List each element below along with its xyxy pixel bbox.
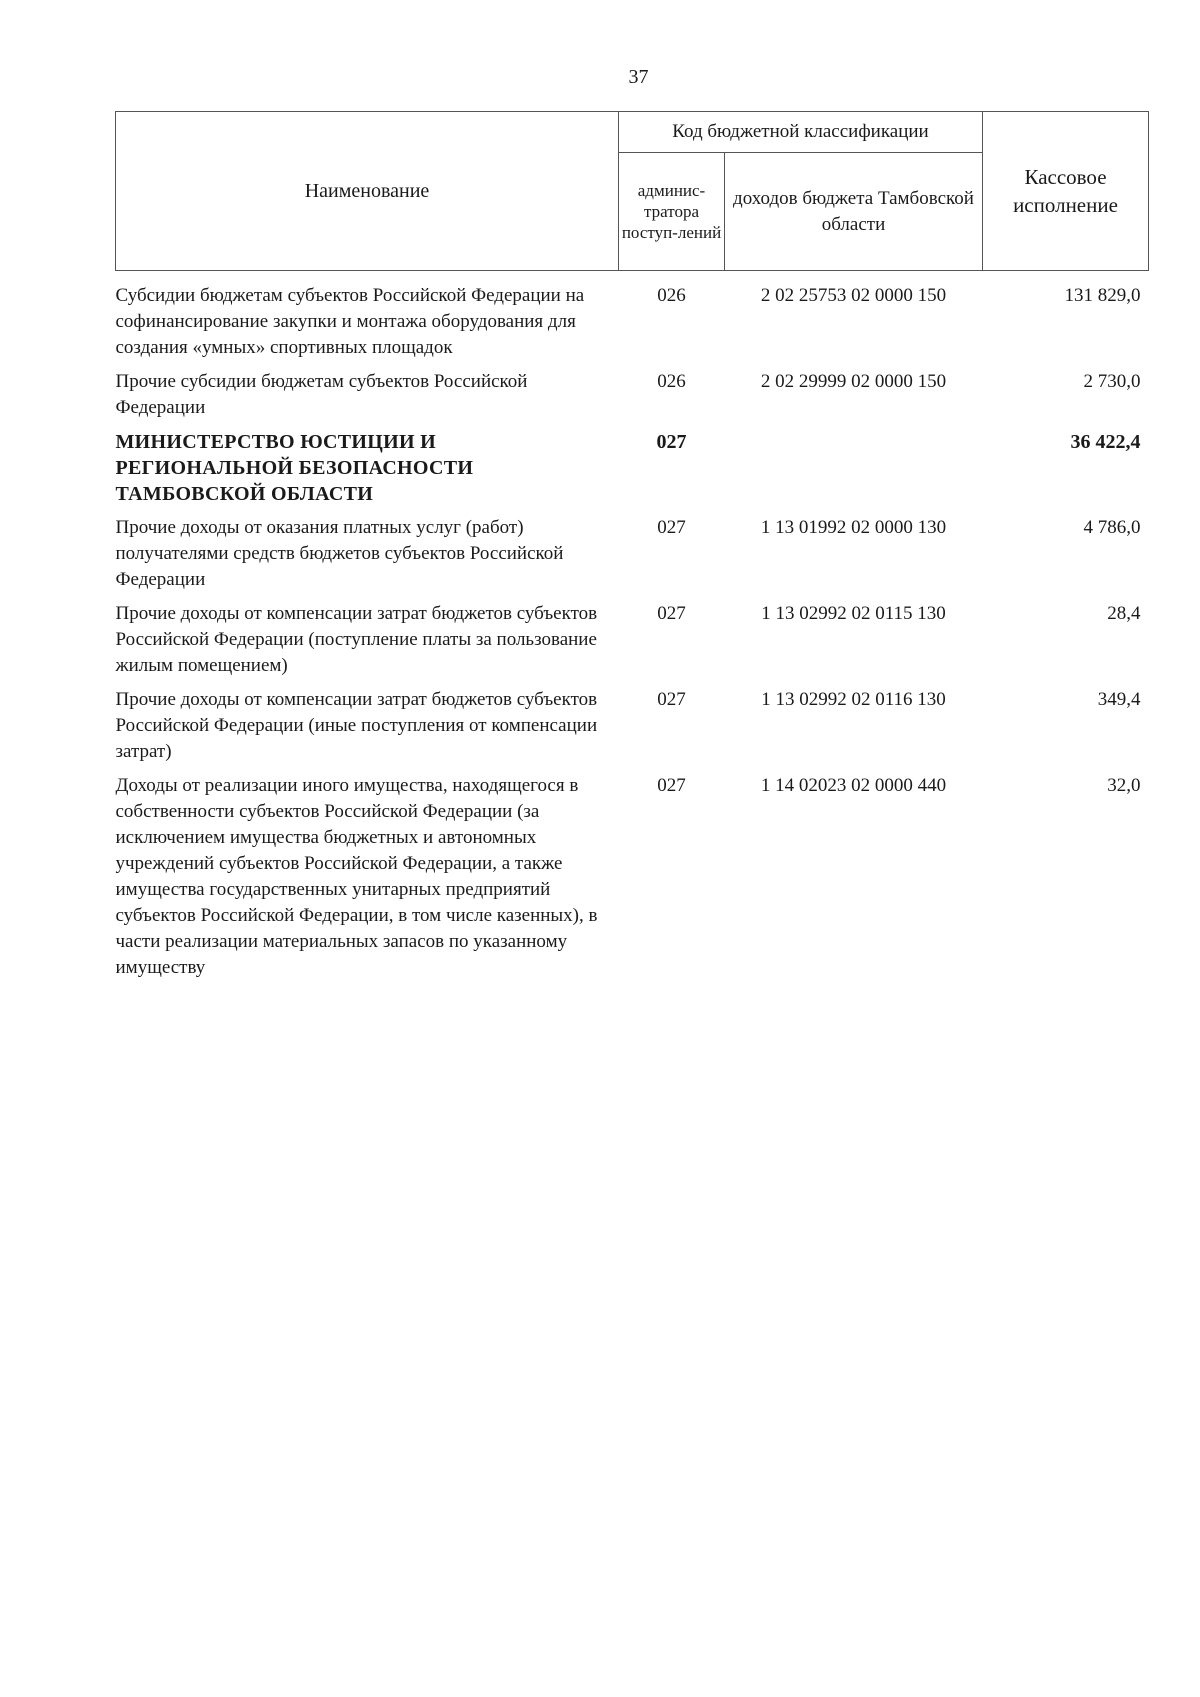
row-amount: 131 829,0 [1064, 285, 1141, 306]
table-row [116, 271, 1149, 370]
page-number: 37 [628, 66, 649, 88]
row-admin-code: 027 [657, 517, 686, 538]
row-amount: 28,4 [1107, 603, 1141, 624]
header-classification-code: Код бюджетной классификации [619, 112, 983, 153]
row-revenue-code: 1 14 02023 02 0000 440 [760, 775, 947, 796]
row-amount: 36 422,4 [1070, 431, 1141, 453]
row-revenue-code [725, 429, 983, 515]
row-name: Доходы от реализации иного имущества, находящегося в собственности субъектов Российской Федерации (за исключением имущества бюджетных и автономных учреждений субъектов Российской Федерации, а также имущества государственных унитарных предприятий субъектов Российской Федерации, в том числе казенных), в части реализации материальных запасов по указанному имуществу [115, 775, 598, 978]
row-revenue-code: 2 02 29999 02 0000 150 [760, 371, 947, 392]
row-revenue-code: 1 13 02992 02 0115 130 [761, 603, 946, 624]
row-amount: 32,0 [1107, 775, 1141, 796]
row-admin-code: 027 [656, 431, 687, 453]
row-name: Прочие субсидии бюджетам субъектов Российской Федерации [115, 371, 528, 418]
row-revenue-code: 1 13 02992 02 0116 130 [761, 689, 946, 710]
row-admin-code: 027 [657, 689, 686, 710]
row-name: МИНИСТЕРСТВО ЮСТИЦИИ И РЕГИОНАЛЬНОЙ БЕЗОПАСНОСТИ ТАМБОВСКОЙ ОБЛАСТИ [115, 431, 474, 505]
table-header [116, 112, 1149, 271]
table-row-ministry [116, 429, 1149, 515]
row-admin-code: 026 [657, 285, 686, 306]
row-revenue-code: 1 13 01992 02 0000 130 [760, 517, 947, 538]
table-row [116, 687, 1149, 773]
row-name: Прочие доходы от компенсации затрат бюджетов субъектов Российской Федерации (поступление платы за пользование жилым помещением) [115, 603, 598, 676]
row-admin-code: 027 [657, 775, 686, 796]
budget-table [115, 111, 1149, 989]
row-amount: 4 786,0 [1083, 517, 1141, 538]
row-name: Субсидии бюджетам субъектов Российской Федерации на софинансирование закупки и монтажа оборудования для создания «умных» спортивных площадок [115, 285, 585, 358]
row-admin-code: 026 [657, 371, 686, 392]
row-name: Прочие доходы от компенсации затрат бюджетов субъектов Российской Федерации (иные поступления от компенсации затрат) [115, 689, 598, 762]
row-name: Прочие доходы от оказания платных услуг (работ) получателями средств бюджетов субъектов Российской Федерации [115, 517, 564, 590]
row-admin-code: 027 [657, 603, 686, 624]
table-row [116, 601, 1149, 687]
row-amount: 2 730,0 [1083, 371, 1141, 392]
row-amount: 349,4 [1097, 689, 1141, 710]
header-cash-execution: Кассовое исполнение [983, 112, 1149, 271]
header-name: Наименование [116, 112, 619, 271]
table-row [116, 515, 1149, 601]
header-revenue-code: доходов бюджета Тамбовской области [725, 153, 983, 271]
table-row [116, 369, 1149, 429]
row-revenue-code: 2 02 25753 02 0000 150 [760, 285, 947, 306]
header-administrator: админис-тратора поступ-лений [619, 153, 725, 271]
table-row [116, 773, 1149, 989]
